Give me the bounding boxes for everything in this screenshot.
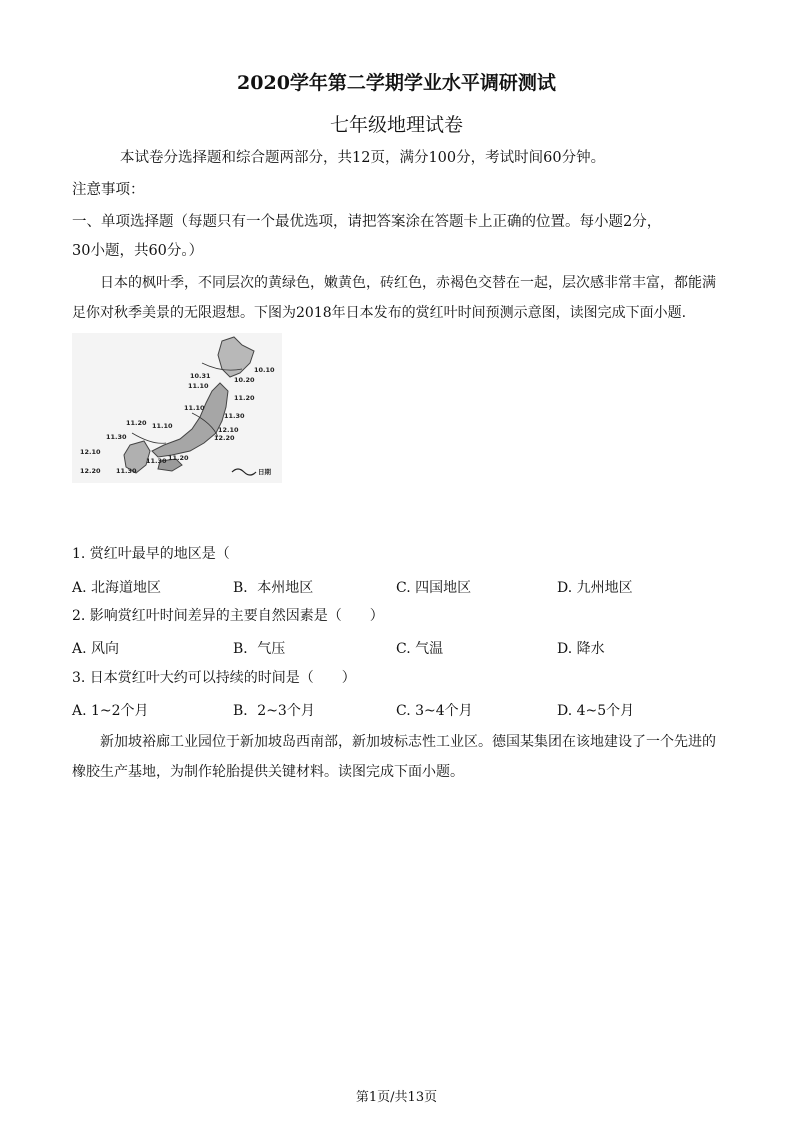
passage2-line2: 橡胶生产基地，为制作轮胎提供关键材料。读图完成下面小题。 [72, 764, 464, 780]
japan-autumn-leaves-map [72, 333, 282, 483]
exam-title: 2020学年第二学期学业水平调研测试 [237, 72, 556, 94]
passage1-line1: 日本的枫叶季，不同层次的黄绿色，嫩黄色，砖红色，赤褐色交替在一起，层次感非常丰富，都能满 [100, 275, 716, 291]
map-label: 11.30 [106, 433, 127, 441]
map-label: 11.10 [188, 382, 209, 390]
map-label: 10.31 [190, 372, 211, 380]
question-3-option-b[interactable]: B．2~3个月 [233, 703, 315, 719]
intro-text: 本试卷分选择题和综合题两部分，共12页，满分100分，考试时间60分钟。 [120, 150, 606, 166]
question-1-stem: 1. 赏红叶最早的地区是（ [72, 546, 230, 562]
map-label: 11.20 [234, 394, 255, 402]
section-heading-line2: 30小题，共60分。） [72, 243, 204, 259]
notice-heading: 注意事项： [72, 182, 145, 198]
question-1-option-c[interactable]: C. 四国地区 [396, 580, 472, 596]
passage1-line2: 足你对秋季美景的无限遐想。下图为2018年日本发布的赏红叶时间预测示意图，读图完成下面小题. [72, 305, 687, 321]
map-label: 12.20 [80, 467, 101, 475]
map-label: 11.20 [168, 454, 189, 462]
question-3-option-d[interactable]: D. 4~5个月 [557, 703, 635, 719]
question-2-stem: 2. 影响赏红叶时间差异的主要自然因素是（ ） [72, 608, 384, 624]
question-2-option-b[interactable]: B．气压 [233, 641, 286, 657]
question-3-option-a[interactable]: A. 1~2个月 [72, 703, 149, 719]
question-2-option-c[interactable]: C. 气温 [396, 641, 444, 657]
question-3-option-c[interactable]: C. 3~4个月 [396, 703, 473, 719]
question-3-stem: 3. 日本赏红叶大约可以持续的时间是（ ） [72, 670, 356, 686]
passage2-line1: 新加坡裕廊工业园位于新加坡岛西南部，新加坡标志性工业区。德国某集团在该地建设了一个先进的 [100, 734, 716, 750]
map-legend-label: 日期 [258, 468, 271, 476]
map-label: 11.10 [152, 422, 173, 430]
map-label: 12.10 [218, 426, 239, 434]
map-label: 12.20 [214, 434, 235, 442]
map-label: 11.30 [146, 457, 167, 465]
question-1-option-a[interactable]: A. 北海道地区 [72, 580, 162, 596]
map-label: 11.30 [116, 467, 137, 475]
map-label: 11.10 [184, 404, 205, 412]
question-1-option-b[interactable]: B．本州地区 [233, 580, 314, 596]
question-2-option-d[interactable]: D. 降水 [557, 641, 605, 657]
question-2-option-a[interactable]: A. 风向 [72, 641, 120, 657]
map-label: 11.30 [224, 412, 245, 420]
map-label: 10.10 [254, 366, 275, 374]
map-label: 10.20 [234, 376, 255, 384]
exam-subtitle: 七年级地理试卷 [329, 114, 463, 136]
section-heading-line1: 一、单项选择题（每题只有一个最优选项，请把答案涂在答题卡上正确的位置。每小题2分， [72, 214, 662, 230]
map-label: 11.20 [126, 419, 147, 427]
map-label: 12.10 [80, 448, 101, 456]
page-footer: 第1页/共13页 [355, 1090, 438, 1105]
question-1-option-d[interactable]: D. 九州地区 [557, 580, 633, 596]
